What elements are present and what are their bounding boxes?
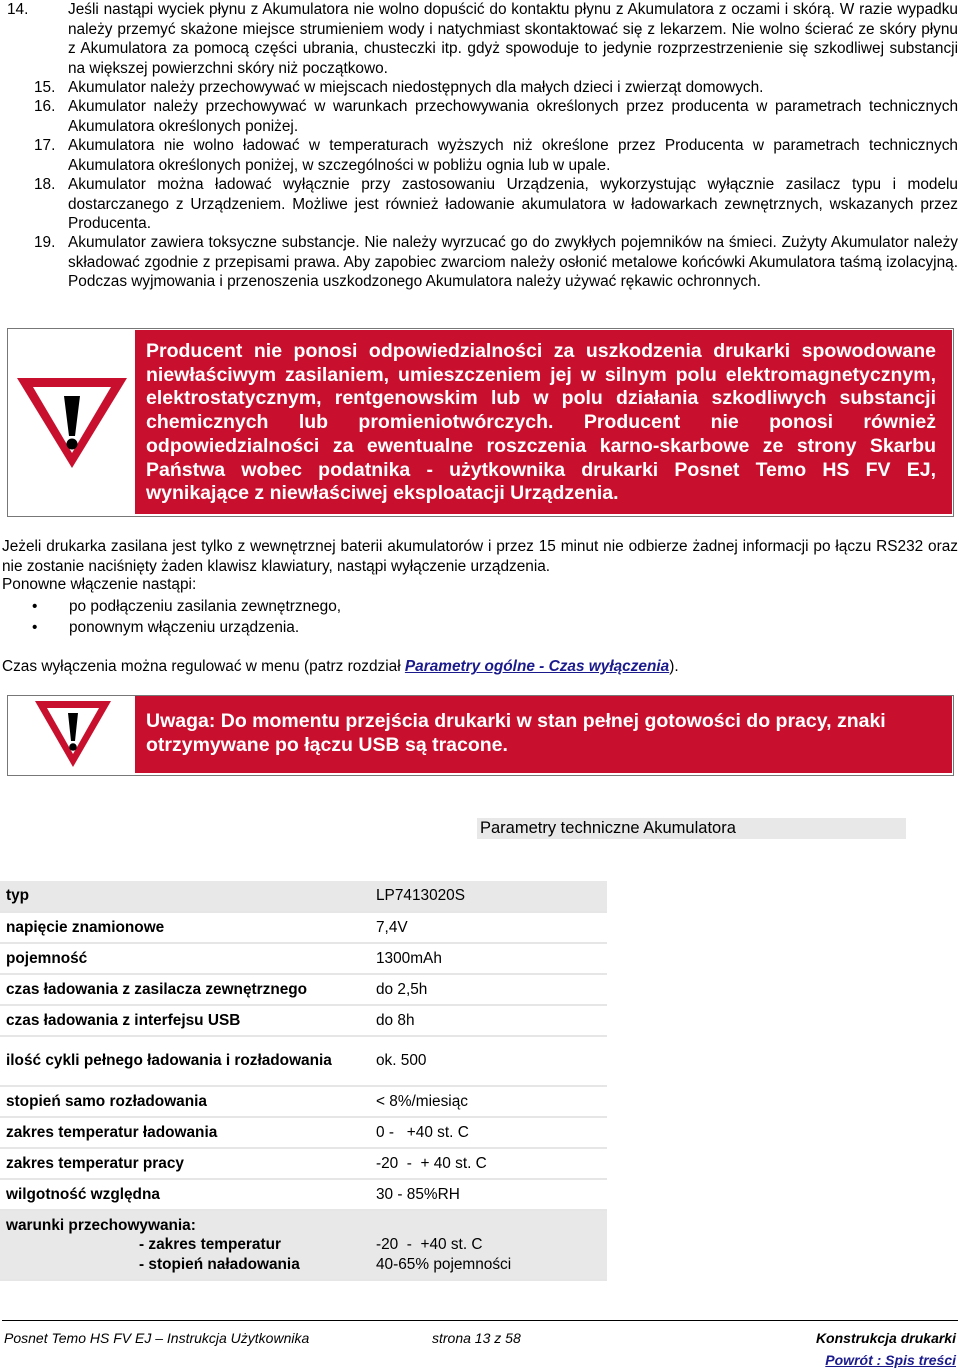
spec-key: czas ładowania z zasilacza zewnętrznego — [0, 974, 363, 1005]
spec-key: czas ładowania z interfejsu USB — [0, 1005, 363, 1036]
timeout-paragraph: Czas wyłączenia można regulować w menu (patrz rozdział Parametry ogólne - Czas wyłączenia). — [2, 658, 679, 675]
storage-charge-value: 40-65% pojemności — [376, 1255, 512, 1273]
spec-value: LP7413020S — [363, 881, 607, 912]
table-row — [0, 1148, 607, 1179]
spec-key: typ — [0, 881, 363, 912]
timeout-link[interactable]: Parametry ogólne - Czas wyłączenia — [404, 658, 670, 675]
item-18 — [34, 175, 958, 234]
item-17 — [34, 136, 958, 175]
spec-value: 0 - +40 st. C — [363, 1117, 607, 1148]
item-number: 17. — [34, 137, 56, 154]
spec-value: 7,4V — [363, 912, 607, 943]
spec-key: zakres temperatur pracy — [0, 1148, 363, 1179]
spec-value: ok. 500 — [363, 1036, 607, 1086]
table-row-storage — [0, 1210, 607, 1280]
warning-text-usb: Uwaga: Do momentu przejścia drukarki w stan pełnej gotowości do pracy, znaki otrzymywane po łączu USB są tracone. — [135, 696, 952, 773]
bullet-item: • — [32, 598, 38, 615]
spec-key: ilość cykli pełnego ładowania i rozładowania — [0, 1036, 363, 1086]
spec-key: wilgotność względna — [0, 1179, 363, 1210]
table-row — [0, 881, 607, 912]
footer-toc-link[interactable]: Powrót : Spis treści — [825, 1352, 956, 1368]
table-row — [0, 974, 607, 1005]
footer-doc-title: Posnet Temo HS FV EJ – Instrukcja Użytkownika — [4, 1330, 310, 1346]
item-text: Akumulator można ładować wyłącznie przy zastosowaniu Urządzenia, wykorzystując wyłącznie zasilacz typu i modelu dostarczanego z Urządzeniem. Możliwe jest również ładowanie akumulatora w ładowarkach zewnętrznych, wskazanych przez Producenta. — [68, 176, 958, 232]
warning-triangle-icon — [32, 698, 114, 770]
warning-triangle-icon — [13, 374, 131, 472]
item-15 — [34, 78, 958, 98]
spec-key: zakres temperatur ładowania — [0, 1117, 363, 1148]
footer-page-number: strona 13 z 58 — [432, 1330, 521, 1346]
restart-title: Ponowne włączenie nastąpi: — [2, 576, 197, 593]
spec-title: Parametry techniczne Akumulatora — [480, 819, 736, 837]
spec-value: 1300mAh — [363, 943, 607, 974]
spec-table — [0, 881, 607, 1281]
item-text: Akumulatora nie wolno ładować w temperaturach wyższych niż określone przez Producenta w parametrach technicznych Akumulatora określonych poniżej, w szczególności w pobliżu ognia lub w upale. — [68, 137, 958, 174]
item-number: 15. — [34, 79, 56, 96]
item-text: Jeśli nastąpi wyciek płynu z Akumulatora nie wolno dopuścić do kontaktu płynu z Akumulatora z oczami i skórą. W razie wypadku należy przemyć skażone miejsce strumieniem wody i natychmiast skontaktować się z lekarzem. Nie wolno ścierać ze skóry płynu z Akumulatora za pomocą części ubrania, chusteczki itp. gdyż spowoduje to jedynie rozprzestrzenienie się szkodliwej substancji na większej powierzchni skóry niż początkowo. — [68, 1, 958, 77]
table-row — [0, 1086, 607, 1117]
item-text: Akumulator należy przechowywać w miejscach niedostępnych dla małych dzieci i zwierząt domowych. — [68, 79, 764, 96]
table-row — [0, 1036, 607, 1086]
spec-value: 30 - 85%RH — [363, 1179, 607, 1210]
spec-value: do 2,5h — [363, 974, 607, 1005]
item-14 — [7, 0, 958, 78]
battery-paragraph: Jeżeli drukarka zasilana jest tylko z wewnętrznej baterii akumulatorów i przez 15 minut nie odbierze żadnej informacji po łączu RS232 oraz nie zostanie naciśnięty żaden klawisz klawiatury, nastąpi wyłączenie urządzenia. — [2, 538, 958, 575]
warning-text-liability: Producent nie ponosi odpowiedzialności za uszkodzenia drukarki spowodowane niewłaściwym zasilaniem, umieszczeniem jej w silnym polu elektromagnetycznym, elektrostatycznym, rentgenowskim lub w polu działania szkodliwych substancji chemicznych lub promieniotwórczych. Producent nie ponosi również odpowiedzialności za ewentualne roszczenia karno-skarbowe ze strony Skarbu Państwa wobec podatnika - użytkownika drukarki Posnet Temo HS FV EJ, wynikające z niewłaściwej eksploatacji Urządzenia. — [135, 330, 952, 514]
table-row — [0, 1117, 607, 1148]
spec-value: do 8h — [363, 1005, 607, 1036]
bullet-text: ponownym włączeniu urządzenia. — [69, 619, 300, 636]
spec-value: < 8%/miesiąc — [363, 1086, 607, 1117]
spec-key: pojemność — [0, 943, 363, 974]
spec-value-storage — [363, 1210, 607, 1280]
storage-temp-label: - zakres temperatur — [139, 1236, 281, 1254]
storage-title: warunki przechowywania: — [6, 1216, 196, 1234]
spec-key-storage — [0, 1210, 363, 1280]
storage-charge-label: - stopień naładowania — [139, 1255, 300, 1273]
spec-key: stopień samo rozładowania — [0, 1086, 363, 1117]
spec-value: -20 - + 40 st. C — [363, 1148, 607, 1179]
item-number: 16. — [34, 98, 56, 115]
table-row — [0, 943, 607, 974]
item-number: 18. — [34, 176, 56, 193]
item-16 — [34, 97, 958, 136]
item-text: Akumulator zawiera toksyczne substancje. Nie należy wyrzucać go do zwykłych pojemników na śmieci. Zużyty Akumulator należy składować zgodnie z przepisami prawa. Aby zapobiec zwarciom należy osłonić metalowe końcówki Akumulatora taśmą izolacyjną. Podczas wyjmowania i przenoszenia uszkodzonego Akumulatora należy używać rękawic ochronnych. — [68, 234, 958, 290]
table-row — [0, 912, 607, 943]
item-text: Akumulator należy przechowywać w warunkach przechowywania określonych przez producenta w parametrach technicznych Akumulatora określonych poniżej. — [68, 98, 958, 135]
table-row — [0, 1179, 607, 1210]
bullet-item: • — [32, 619, 38, 636]
item-number: 14. — [7, 1, 29, 18]
bullet-text: po podłączeniu zasilania zewnętrznego, — [69, 598, 342, 615]
item-19 — [34, 233, 958, 292]
item-number: 19. — [34, 234, 56, 251]
storage-temp-value: -20 - +40 st. C — [376, 1236, 483, 1253]
footer-divider — [2, 1320, 958, 1321]
table-row — [0, 1005, 607, 1036]
spec-key: napięcie znamionowe — [0, 912, 363, 943]
footer-section: Konstrukcja drukarki — [815, 1330, 956, 1346]
